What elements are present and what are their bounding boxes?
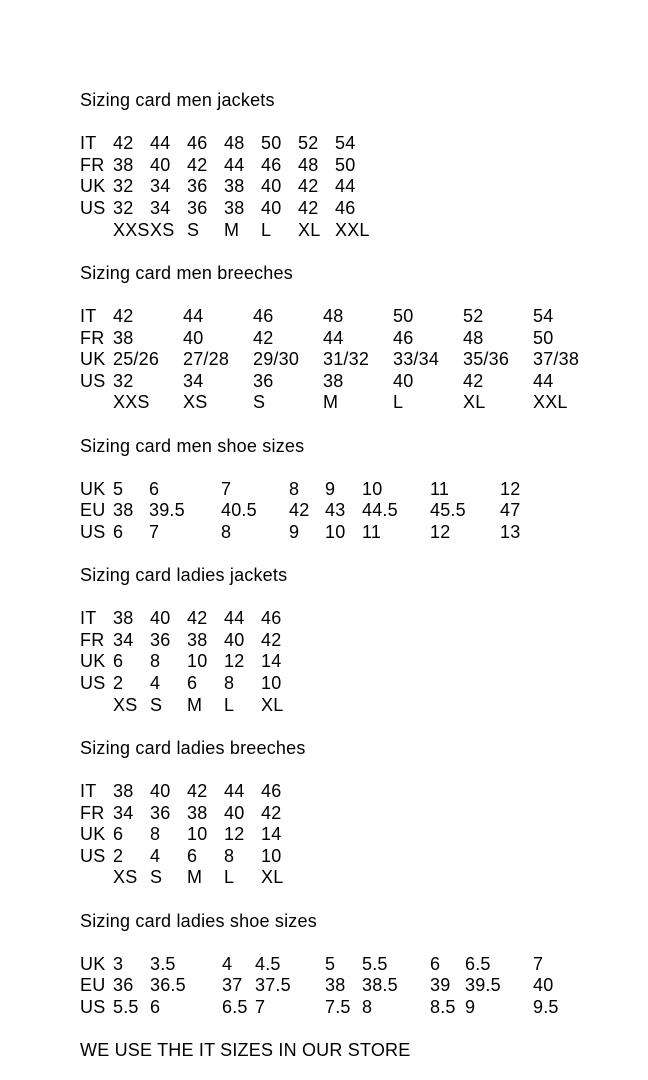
table-cell: 42 <box>187 781 208 801</box>
table-cell: 2 <box>113 845 124 866</box>
table-row <box>80 392 603 414</box>
table-cell: IT <box>80 781 97 801</box>
table-cell: 40.5 <box>221 500 257 521</box>
table-cell: 38 <box>113 327 134 348</box>
table-cell: 42 <box>261 802 282 823</box>
table-cell: 9.5 <box>533 996 559 1017</box>
table-cell: US <box>80 521 106 542</box>
table-cell: L <box>224 867 235 888</box>
table-cell: 6 <box>150 996 161 1017</box>
section-men-breeches <box>80 263 648 414</box>
table-cell: 44 <box>183 305 204 326</box>
size-table-men-breeches <box>80 306 603 414</box>
table-cell: 8 <box>289 478 300 499</box>
table-cell: 44 <box>335 176 356 197</box>
table-cell: 54 <box>335 133 356 154</box>
table-cell: 50 <box>261 133 282 154</box>
table-cell: UK <box>80 478 106 499</box>
table-cell: 47 <box>500 500 521 521</box>
section-men-jackets <box>80 90 648 241</box>
table-cell: M <box>323 392 339 413</box>
table-cell: 4 <box>150 845 161 866</box>
table-cell: FR <box>80 154 105 175</box>
table-cell: 7 <box>149 521 160 542</box>
table-cell: 6 <box>430 953 441 974</box>
table-cell: 9 <box>325 478 336 499</box>
table-cell: 5 <box>113 478 124 499</box>
table-cell: 12 <box>500 478 521 499</box>
table-row <box>80 133 372 155</box>
table-cell: 46 <box>261 781 282 801</box>
table-cell: 36 <box>150 802 171 823</box>
table-cell: 36 <box>113 975 134 996</box>
table-cell: XXL <box>533 392 568 413</box>
table-cell: 46 <box>335 197 356 218</box>
table-cell: 50 <box>533 327 554 348</box>
table-cell: 25/26 <box>113 349 160 370</box>
table-cell: 50 <box>335 154 356 175</box>
table-cell: 9 <box>289 521 300 542</box>
section-title-ladies-jackets: Sizing card ladies jackets <box>80 565 288 586</box>
table-cell: M <box>224 219 240 240</box>
table-cell: UK <box>80 349 106 370</box>
table-cell: 38 <box>113 154 134 175</box>
table-cell: 14 <box>261 824 282 845</box>
table-row <box>80 803 298 825</box>
table-cell: S <box>253 392 266 413</box>
table-cell: 48 <box>323 305 344 326</box>
section-men-shoe-sizes <box>80 436 648 544</box>
table-cell: XXS <box>113 392 150 413</box>
table-cell: 38 <box>323 370 344 391</box>
table-cell: 6.5 <box>222 996 248 1017</box>
table-cell: 38 <box>113 500 134 521</box>
table-cell: 40 <box>183 327 204 348</box>
table-cell: S <box>150 694 163 715</box>
table-row <box>80 371 603 393</box>
table-cell: 2 <box>113 673 124 694</box>
table-row <box>80 673 298 695</box>
table-cell: 42 <box>261 629 282 650</box>
table-cell: 40 <box>150 781 171 801</box>
table-row <box>80 522 520 544</box>
table-cell: 32 <box>113 176 134 197</box>
table-cell-empty <box>80 867 113 889</box>
table-cell: 36 <box>187 176 208 197</box>
table-cell: M <box>187 694 203 715</box>
table-cell: 33/34 <box>393 349 440 370</box>
table-cell: US <box>80 197 106 218</box>
table-cell: 42 <box>289 500 310 521</box>
table-row <box>80 975 559 997</box>
table-cell: 43 <box>325 500 346 521</box>
table-row <box>80 781 298 803</box>
table-cell: XS <box>150 219 175 240</box>
table-row <box>80 155 372 177</box>
table-cell: L <box>261 219 272 240</box>
table-cell: 38 <box>224 197 245 218</box>
table-cell: 44 <box>224 781 245 801</box>
table-cell: 40 <box>224 629 245 650</box>
table-cell: 46 <box>261 608 282 629</box>
table-cell: UK <box>80 953 106 974</box>
section-title-ladies-shoe-sizes: Sizing card ladies shoe sizes <box>80 910 317 931</box>
table-cell: 5 <box>325 953 336 974</box>
table-cell: 42 <box>298 197 319 218</box>
table-cell: 6 <box>113 824 124 845</box>
table-cell: 6.5 <box>465 953 491 974</box>
table-cell: 40 <box>150 154 171 175</box>
table-cell: US <box>80 845 106 866</box>
size-table-men-shoe-sizes <box>80 479 520 544</box>
table-cell-empty <box>80 220 113 242</box>
table-cell: 48 <box>463 327 484 348</box>
table-cell: L <box>393 392 404 413</box>
table-cell: EU <box>80 975 106 996</box>
table-cell: XL <box>261 867 284 888</box>
table-cell: 8 <box>150 824 161 845</box>
table-cell: 40 <box>533 975 554 996</box>
table-cell: 44.5 <box>362 500 398 521</box>
table-cell: XL <box>261 694 284 715</box>
table-cell: 46 <box>187 133 208 154</box>
table-cell: 34 <box>113 629 134 650</box>
section-ladies-jackets <box>80 565 648 716</box>
table-cell: 6 <box>113 651 124 672</box>
table-cell-empty <box>80 695 113 717</box>
table-cell: 10 <box>261 673 282 694</box>
table-cell: M <box>187 867 203 888</box>
table-cell: 36.5 <box>150 975 186 996</box>
table-cell: 8 <box>224 673 235 694</box>
table-cell: 44 <box>533 370 554 391</box>
table-cell: 3.5 <box>150 953 176 974</box>
table-cell: XL <box>298 219 321 240</box>
table-cell: 5.5 <box>362 953 388 974</box>
table-cell: 31/32 <box>323 349 370 370</box>
table-cell: 40 <box>393 370 414 391</box>
table-cell: 37/38 <box>533 349 580 370</box>
table-cell: 36 <box>150 629 171 650</box>
table-cell: 52 <box>463 305 484 326</box>
table-cell: 6 <box>187 845 198 866</box>
table-cell: 46 <box>253 305 274 326</box>
table-cell: 12 <box>224 651 245 672</box>
size-table-ladies-breeches <box>80 781 298 889</box>
table-cell: 10 <box>362 478 383 499</box>
table-cell: 3 <box>113 953 124 974</box>
table-cell: 8 <box>224 845 235 866</box>
table-cell: US <box>80 673 106 694</box>
table-cell: 42 <box>187 154 208 175</box>
table-cell: 44 <box>224 154 245 175</box>
table-cell: XS <box>113 694 138 715</box>
table-cell: 4.5 <box>255 953 281 974</box>
table-cell: 44 <box>224 608 245 629</box>
table-cell: 34 <box>113 802 134 823</box>
table-cell: 6 <box>149 478 160 499</box>
table-cell: 32 <box>113 370 134 391</box>
table-cell: 32 <box>113 197 134 218</box>
section-title-ladies-breeches: Sizing card ladies breeches <box>80 737 306 758</box>
table-cell: 38 <box>224 176 245 197</box>
table-cell: 44 <box>150 133 171 154</box>
table-cell: 4 <box>222 953 233 974</box>
table-cell: 11 <box>362 521 382 542</box>
table-cell: 11 <box>430 478 450 499</box>
section-ladies-breeches <box>80 738 648 889</box>
table-row <box>80 630 298 652</box>
table-cell: 4 <box>150 673 161 694</box>
table-cell: 34 <box>150 197 171 218</box>
table-row <box>80 651 298 673</box>
table-cell: US <box>80 996 106 1017</box>
table-cell: 42 <box>298 176 319 197</box>
table-cell: 38 <box>113 608 134 629</box>
table-row <box>80 176 372 198</box>
table-cell: 38.5 <box>362 975 398 996</box>
table-cell: 27/28 <box>183 349 230 370</box>
table-cell: 8.5 <box>430 996 456 1017</box>
table-cell: 7 <box>221 478 232 499</box>
table-row <box>80 867 298 889</box>
table-cell: 40 <box>224 802 245 823</box>
table-cell: 54 <box>533 305 554 326</box>
section-ladies-shoe-sizes <box>80 911 648 1019</box>
table-cell: 46 <box>261 154 282 175</box>
table-cell: XS <box>183 392 208 413</box>
table-cell: 12 <box>430 521 451 542</box>
table-cell: XS <box>113 867 138 888</box>
table-cell: 8 <box>221 521 232 542</box>
footer-note: WE USE THE IT SIZES IN OUR STORE <box>80 1040 411 1061</box>
table-cell: FR <box>80 629 105 650</box>
table-cell: 34 <box>183 370 204 391</box>
table-cell: 10 <box>187 651 208 672</box>
table-cell: XL <box>463 392 486 413</box>
table-cell: 36 <box>187 197 208 218</box>
table-cell: 42 <box>253 327 274 348</box>
table-cell: UK <box>80 176 106 197</box>
table-cell: 46 <box>393 327 414 348</box>
table-cell: IT <box>80 133 97 154</box>
table-cell: 35/36 <box>463 349 510 370</box>
table-row <box>80 306 603 328</box>
table-row <box>80 479 520 501</box>
table-cell: 10 <box>261 845 282 866</box>
table-cell: 48 <box>224 133 245 154</box>
table-cell: 6 <box>113 521 124 542</box>
table-cell-empty <box>80 392 113 414</box>
table-row <box>80 500 520 522</box>
table-cell: FR <box>80 802 105 823</box>
table-cell: 14 <box>261 651 282 672</box>
table-cell: 8 <box>150 651 161 672</box>
table-cell: EU <box>80 500 106 521</box>
table-cell: 8 <box>362 996 373 1017</box>
section-title-men-jackets: Sizing card men jackets <box>80 90 275 110</box>
table-cell: 48 <box>298 154 319 175</box>
table-cell: 40 <box>150 608 171 629</box>
table-cell: 6 <box>187 673 198 694</box>
table-cell: 7 <box>255 996 266 1017</box>
size-table-ladies-jackets <box>80 608 298 716</box>
table-cell: UK <box>80 824 106 845</box>
size-table-men-jackets <box>80 133 372 241</box>
table-row <box>80 349 603 371</box>
table-cell: 39 <box>430 975 451 996</box>
table-cell: 42 <box>187 608 208 629</box>
table-cell: 50 <box>393 305 414 326</box>
table-row <box>80 328 603 350</box>
table-cell: 36 <box>253 370 274 391</box>
table-cell: 38 <box>113 781 134 801</box>
table-cell: 12 <box>224 824 245 845</box>
table-cell: S <box>150 867 163 888</box>
table-cell: L <box>224 694 235 715</box>
table-row <box>80 220 372 242</box>
table-cell: IT <box>80 305 97 326</box>
table-cell: UK <box>80 651 106 672</box>
table-row <box>80 824 298 846</box>
table-cell: 52 <box>298 133 319 154</box>
table-cell: 10 <box>187 824 208 845</box>
table-cell: XXL <box>335 219 370 240</box>
table-cell: 44 <box>323 327 344 348</box>
table-cell: 9 <box>465 996 476 1017</box>
table-cell: 39.5 <box>149 500 185 521</box>
table-cell: FR <box>80 327 105 348</box>
section-title-men-shoe-sizes: Sizing card men shoe sizes <box>80 435 305 456</box>
table-cell: 38 <box>187 629 208 650</box>
table-cell: 38 <box>187 802 208 823</box>
table-cell: 10 <box>325 521 346 542</box>
table-row <box>80 695 298 717</box>
table-row <box>80 954 559 976</box>
table-row <box>80 198 372 220</box>
table-cell: US <box>80 370 106 391</box>
table-cell: 7 <box>533 953 544 974</box>
table-cell: 39.5 <box>465 975 501 996</box>
table-cell: 37.5 <box>255 975 291 996</box>
table-row <box>80 997 559 1019</box>
table-cell: XXS <box>113 219 150 240</box>
table-cell: 13 <box>500 521 521 542</box>
table-cell: 45.5 <box>430 500 466 521</box>
table-cell: S <box>187 219 200 240</box>
table-cell: 29/30 <box>253 349 300 370</box>
table-cell: 42 <box>113 305 134 326</box>
table-cell: 7.5 <box>325 996 351 1017</box>
table-cell: 42 <box>113 133 134 154</box>
table-cell: 34 <box>150 176 171 197</box>
size-table-ladies-shoe-sizes <box>80 954 559 1019</box>
table-cell: 42 <box>463 370 484 391</box>
table-row <box>80 846 298 868</box>
table-cell: IT <box>80 608 97 629</box>
table-cell: 38 <box>325 975 346 996</box>
table-cell: 5.5 <box>113 996 139 1017</box>
table-cell: 40 <box>261 176 282 197</box>
table-row <box>80 608 298 630</box>
table-cell: 37 <box>222 975 243 996</box>
section-title-men-breeches: Sizing card men breeches <box>80 262 293 283</box>
table-cell: 40 <box>261 197 282 218</box>
